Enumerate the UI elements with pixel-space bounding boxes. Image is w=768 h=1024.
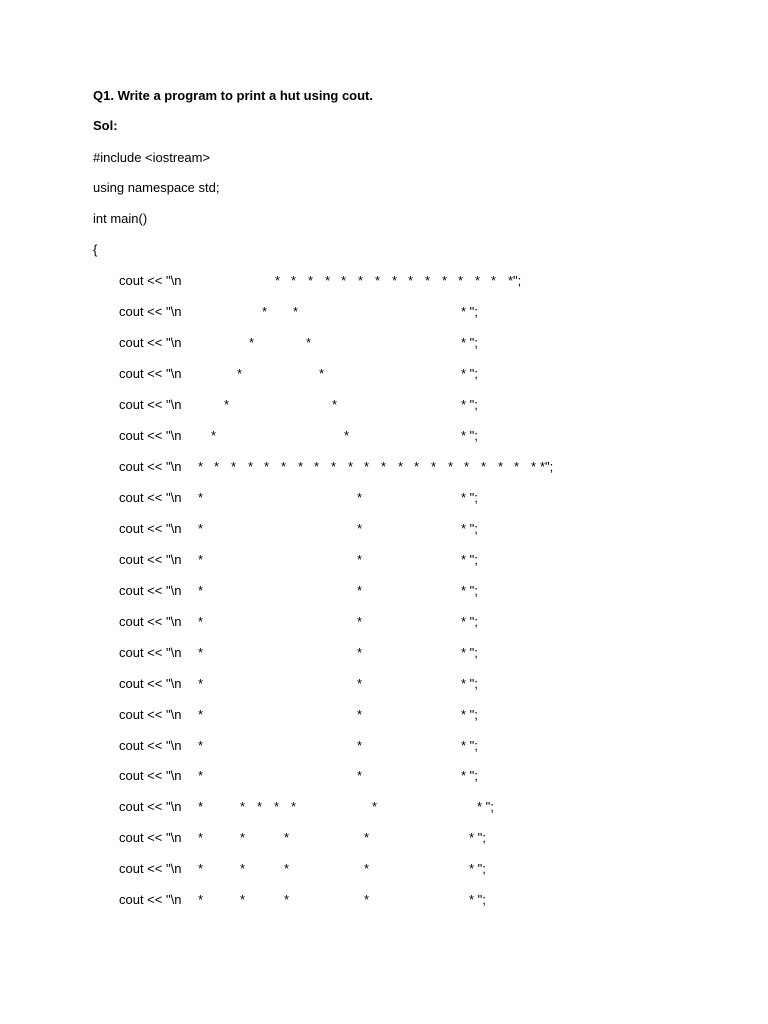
asterisk: * xyxy=(325,273,331,288)
asterisk: * xyxy=(357,614,363,629)
asterisk: * xyxy=(248,459,254,474)
asterisk: * xyxy=(341,273,347,288)
asterisk: * xyxy=(293,304,299,319)
asterisk: * xyxy=(262,304,268,319)
asterisk: * xyxy=(284,861,290,876)
line-terminator: * "; xyxy=(461,521,478,536)
code-line xyxy=(0,428,768,444)
asterisk: * xyxy=(364,892,370,907)
open-brace: { xyxy=(93,242,98,257)
asterisk: * xyxy=(240,830,246,845)
code-line xyxy=(0,459,768,475)
question-heading: Q1. Write a program to print a hut using cout. xyxy=(93,88,373,103)
asterisk: * xyxy=(257,799,263,814)
asterisk: * xyxy=(442,273,448,288)
line-terminator: * "; xyxy=(461,397,478,412)
asterisk: * xyxy=(198,676,204,691)
asterisk: * xyxy=(198,799,204,814)
cout-prefix: cout << "\n xyxy=(119,490,182,505)
asterisk: * xyxy=(231,459,237,474)
sol-label: Sol: xyxy=(93,118,118,133)
line-terminator: *"; xyxy=(540,459,554,474)
asterisk: * xyxy=(408,273,414,288)
asterisk: * xyxy=(357,738,363,753)
asterisk: * xyxy=(214,459,220,474)
line-terminator: * "; xyxy=(461,738,478,753)
asterisk: * xyxy=(491,273,497,288)
asterisk: * xyxy=(331,459,337,474)
code-line xyxy=(0,892,768,908)
asterisk: * xyxy=(372,799,378,814)
asterisk: * xyxy=(314,459,320,474)
asterisk: * xyxy=(274,799,280,814)
include-line: #include <iostream> xyxy=(93,150,211,165)
line-terminator: * "; xyxy=(461,335,478,350)
asterisk: * xyxy=(249,335,255,350)
cout-prefix: cout << "\n xyxy=(119,583,182,598)
asterisk: * xyxy=(357,676,363,691)
asterisk: * xyxy=(344,428,350,443)
asterisk: * xyxy=(425,273,431,288)
asterisk: * xyxy=(348,459,354,474)
code-line xyxy=(0,645,768,661)
asterisk: * xyxy=(198,521,204,536)
line-terminator: * "; xyxy=(461,614,478,629)
asterisk: * xyxy=(448,459,454,474)
asterisk: * xyxy=(291,273,297,288)
asterisk: * xyxy=(291,799,297,814)
asterisk: * xyxy=(198,892,204,907)
line-terminator: * "; xyxy=(469,892,486,907)
asterisk: * xyxy=(198,830,204,845)
code-line xyxy=(0,583,768,599)
asterisk: * xyxy=(240,892,246,907)
line-terminator: *"; xyxy=(508,273,522,288)
line-terminator: * "; xyxy=(461,304,478,319)
asterisk: * xyxy=(375,273,381,288)
cout-prefix: cout << "\n xyxy=(119,459,182,474)
asterisk: * xyxy=(357,768,363,783)
line-terminator: * "; xyxy=(469,861,486,876)
asterisk: * xyxy=(198,738,204,753)
asterisk: * xyxy=(198,861,204,876)
cout-prefix: cout << "\n xyxy=(119,304,182,319)
asterisk: * xyxy=(240,799,246,814)
asterisk: * xyxy=(198,490,204,505)
asterisk: * xyxy=(281,459,287,474)
asterisk: * xyxy=(358,273,364,288)
code-line xyxy=(0,830,768,846)
asterisk: * xyxy=(357,552,363,567)
asterisk: * xyxy=(224,397,230,412)
asterisk: * xyxy=(357,583,363,598)
asterisk: * xyxy=(475,273,481,288)
asterisk: * xyxy=(198,645,204,660)
asterisk: * xyxy=(398,459,404,474)
code-line xyxy=(0,304,768,320)
cout-prefix: cout << "\n xyxy=(119,830,182,845)
asterisk: * xyxy=(237,366,243,381)
asterisk: * xyxy=(198,552,204,567)
asterisk: * xyxy=(198,583,204,598)
code-line xyxy=(0,397,768,413)
line-terminator: * "; xyxy=(461,583,478,598)
asterisk: * xyxy=(319,366,325,381)
code-line xyxy=(0,799,768,815)
line-terminator: * "; xyxy=(461,428,478,443)
line-terminator: * "; xyxy=(461,490,478,505)
asterisk: * xyxy=(364,861,370,876)
line-terminator: * "; xyxy=(461,552,478,567)
asterisk: * xyxy=(284,830,290,845)
line-terminator: * "; xyxy=(461,366,478,381)
asterisk: * xyxy=(364,459,370,474)
cout-prefix: cout << "\n xyxy=(119,428,182,443)
asterisk: * xyxy=(198,707,204,722)
line-terminator: * "; xyxy=(477,799,494,814)
line-terminator: * "; xyxy=(461,645,478,660)
line-terminator: * "; xyxy=(461,707,478,722)
cout-prefix: cout << "\n xyxy=(119,335,182,350)
code-line xyxy=(0,366,768,382)
cout-prefix: cout << "\n xyxy=(119,552,182,567)
asterisk: * xyxy=(308,273,314,288)
code-line xyxy=(0,335,768,351)
code-line xyxy=(0,738,768,754)
cout-prefix: cout << "\n xyxy=(119,892,182,907)
asterisk: * xyxy=(498,459,504,474)
code-line xyxy=(0,552,768,568)
asterisk: * xyxy=(284,892,290,907)
asterisk: * xyxy=(458,273,464,288)
cout-prefix: cout << "\n xyxy=(119,521,182,536)
cout-prefix: cout << "\n xyxy=(119,738,182,753)
asterisk: * xyxy=(481,459,487,474)
cout-prefix: cout << "\n xyxy=(119,799,182,814)
code-line xyxy=(0,768,768,784)
asterisk: * xyxy=(531,459,537,474)
asterisk: * xyxy=(414,459,420,474)
asterisk: * xyxy=(357,521,363,536)
code-line xyxy=(0,614,768,630)
asterisk: * xyxy=(364,830,370,845)
asterisk: * xyxy=(464,459,470,474)
asterisk: * xyxy=(198,768,204,783)
cout-prefix: cout << "\n xyxy=(119,861,182,876)
cout-prefix: cout << "\n xyxy=(119,273,182,288)
line-terminator: * "; xyxy=(461,676,478,691)
code-line xyxy=(0,707,768,723)
cout-prefix: cout << "\n xyxy=(119,366,182,381)
line-terminator: * "; xyxy=(469,830,486,845)
code-line xyxy=(0,521,768,537)
asterisk: * xyxy=(264,459,270,474)
asterisk: * xyxy=(198,614,204,629)
code-line xyxy=(0,273,768,289)
namespace-line: using namespace std; xyxy=(93,180,220,195)
main-line: int main() xyxy=(93,211,148,226)
code-line xyxy=(0,676,768,692)
code-line xyxy=(0,490,768,506)
asterisk: * xyxy=(275,273,281,288)
asterisk: * xyxy=(392,273,398,288)
code-line xyxy=(0,861,768,877)
cout-prefix: cout << "\n xyxy=(119,397,182,412)
asterisk: * xyxy=(332,397,338,412)
asterisk: * xyxy=(381,459,387,474)
cout-prefix: cout << "\n xyxy=(119,676,182,691)
asterisk: * xyxy=(240,861,246,876)
cout-prefix: cout << "\n xyxy=(119,768,182,783)
asterisk: * xyxy=(357,490,363,505)
asterisk: * xyxy=(357,707,363,722)
asterisk: * xyxy=(431,459,437,474)
asterisk: * xyxy=(198,459,204,474)
asterisk: * xyxy=(514,459,520,474)
line-terminator: * "; xyxy=(461,768,478,783)
asterisk: * xyxy=(298,459,304,474)
asterisk: * xyxy=(306,335,312,350)
asterisk: * xyxy=(357,645,363,660)
cout-prefix: cout << "\n xyxy=(119,645,182,660)
cout-prefix: cout << "\n xyxy=(119,614,182,629)
cout-prefix: cout << "\n xyxy=(119,707,182,722)
asterisk: * xyxy=(211,428,217,443)
